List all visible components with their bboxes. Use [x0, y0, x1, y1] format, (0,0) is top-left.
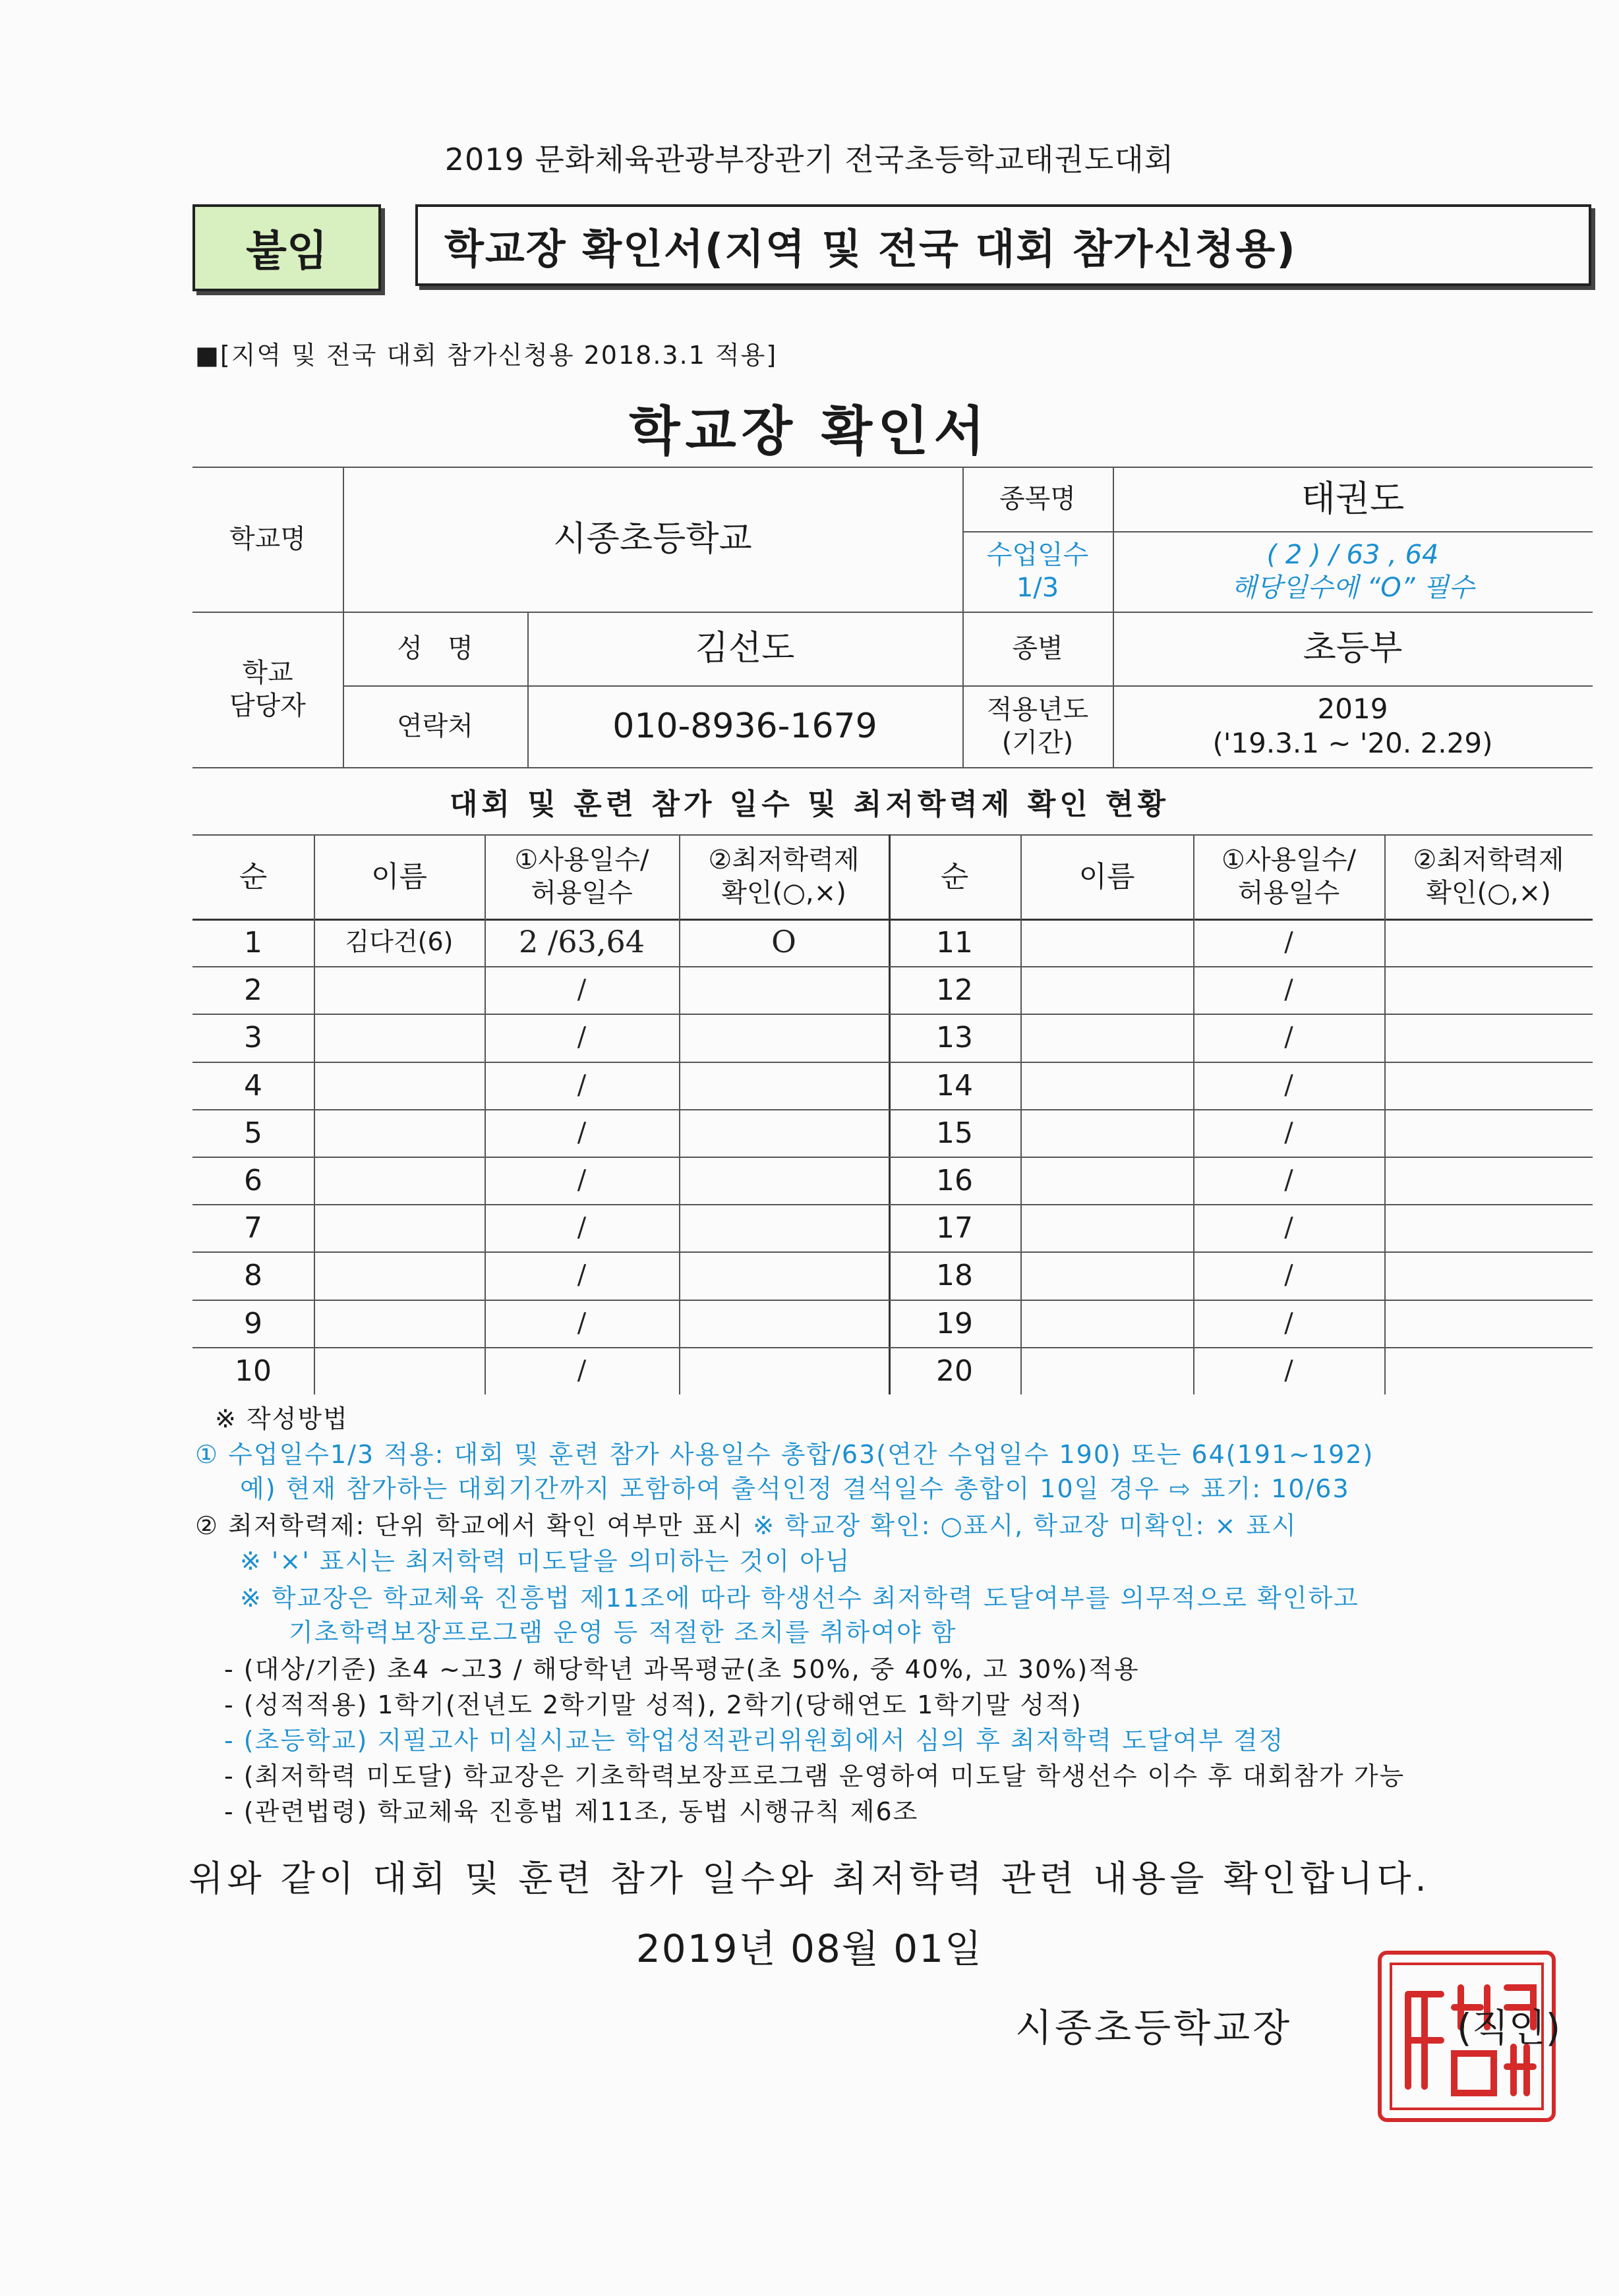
table-cell-min: O — [771, 924, 796, 960]
header-min-right-line2: 확인(○,×) — [1426, 878, 1551, 908]
table-cell-name — [1020, 1109, 1193, 1157]
instruction-2a-text: ② 최저학력제: 단위 학교에서 확인 여부만 표시 — [195, 1511, 744, 1540]
instruction-2b: ※ '×' 표시는 최저학력 미도달을 의미하는 것이 아님 — [240, 1547, 851, 1576]
table-cell-name — [314, 1347, 485, 1394]
table-cell-days: / — [577, 975, 587, 1005]
year-label-line2: (기간) — [1001, 728, 1074, 758]
contact-label: 연락처 — [397, 711, 473, 741]
table-cell-days: / — [1284, 1118, 1293, 1148]
table-cell-days: / — [577, 1070, 587, 1101]
table-cell-name — [1020, 1062, 1193, 1109]
table-cell-name — [1020, 1157, 1193, 1204]
header-min-right-line1: ②최저학력제 — [1413, 845, 1564, 875]
table-cell-days: / — [577, 1308, 587, 1338]
table-cell-name — [1020, 1300, 1193, 1347]
table-cell-no: 5 — [244, 1116, 262, 1150]
table-cell-min — [679, 1062, 889, 1109]
table-cell-no: 4 — [244, 1068, 262, 1103]
table-cell-days: / — [1284, 1213, 1293, 1243]
year-label-line1: 적용년도 — [986, 695, 1089, 725]
table-cell-min — [1384, 1204, 1593, 1251]
principal-name: 시종초등학교장 — [1015, 2005, 1293, 2050]
header-min-left-line1: ②최저학력제 — [708, 845, 860, 875]
days-value-line1: ( 2 ) / 63 , 64 — [1266, 540, 1439, 570]
table-cell-no: 18 — [936, 1258, 973, 1292]
table-cell-name — [1020, 919, 1193, 966]
manager-label-line1: 학교 — [242, 658, 293, 688]
table-cell-min — [1384, 1014, 1593, 1061]
table-cell-no: 15 — [936, 1116, 973, 1150]
table-cell-no: 17 — [936, 1211, 973, 1245]
header-min-left-line2: 확인(○,×) — [721, 878, 846, 908]
table-cell-no: 8 — [244, 1258, 262, 1292]
table-cell-min — [1384, 1109, 1593, 1157]
table-cell-min — [1384, 919, 1593, 966]
seal-note: (직인) — [1457, 2005, 1561, 2050]
table-cell-name — [314, 1204, 485, 1251]
table-cell-days: / — [577, 1260, 587, 1290]
document-date: 2019년 08월 01일 — [635, 1926, 984, 1971]
confirmation-statement: 위와 같이 대회 및 훈련 참가 일수와 최저학력 관련 내용을 확인합니다. — [189, 1858, 1430, 1899]
table-cell-no: 6 — [244, 1163, 262, 1197]
division-label: 종별 — [1012, 633, 1063, 664]
section-title: 대회 및 훈련 참가 일수 및 최저학력제 확인 현황 — [449, 788, 1170, 821]
main-title: 학교장 확인서 — [629, 401, 990, 462]
table-cell-no: 1 — [244, 925, 262, 960]
event-title: 2019 문화체육관광부장관기 전국초등학교태권도대회 — [444, 142, 1175, 177]
manager-label — [192, 612, 343, 767]
days-value-line2: 해당일수에 “O” 필수 — [1231, 573, 1475, 603]
header-days-left-line2: 허용일수 — [531, 878, 633, 908]
header-min-left — [679, 834, 889, 919]
table-cell-days: / — [577, 1022, 587, 1052]
table-cell-days: / — [1284, 1260, 1293, 1290]
year-value-line1: 2019 — [1317, 692, 1388, 725]
table-cell-no: 13 — [936, 1020, 973, 1054]
table-cell-min — [679, 1109, 889, 1157]
table-cell-min — [1384, 1251, 1593, 1299]
year-value — [1113, 685, 1593, 767]
table-cell-min — [679, 1204, 889, 1251]
table-cell-min — [679, 1300, 889, 1347]
table-cell-days: / — [577, 1118, 587, 1148]
table-cell-no: 19 — [936, 1306, 973, 1340]
table-cell-no: 20 — [936, 1354, 973, 1388]
detail-2: - (성적적용) 1학기(전년도 2학기말 성적), 2학기(당해연도 1학기말 성적) — [224, 1690, 1082, 1719]
contact-value: 010-8936-1679 — [612, 706, 877, 746]
instruction-2a — [195, 1505, 1297, 1541]
table-cell-days: / — [577, 1165, 587, 1195]
table-cell-name — [314, 1251, 485, 1299]
table-cell-no: 12 — [936, 973, 973, 1007]
days-label-line2: 1/3 — [1016, 573, 1059, 603]
days-label-line1: 수업일수 — [986, 540, 1089, 570]
division-value: 초등부 — [1303, 628, 1403, 668]
table-cell-min — [1384, 1347, 1593, 1394]
header-days-left — [485, 834, 679, 919]
document-heading: 학교장 확인서(지역 및 전국 대회 참가신청용) — [415, 204, 1591, 286]
table-cell-min — [679, 1251, 889, 1299]
header-days-right — [1193, 834, 1384, 919]
detail-4: - (최저학력 미도달) 학교장은 기초학력보장프로그램 운영하여 미도달 학생선수 이수 후 대회참가 가능 — [224, 1762, 1405, 1791]
instruction-2c: ※ 학교장은 학교체육 진흥법 제11조에 따라 학생선수 최저학력 도달여부를 의무적으로 확인하고 — [240, 1584, 1359, 1613]
header-name-left: 이름 — [370, 859, 427, 894]
detail-3: - (초등학교) 지필고사 미실시교는 학업성적관리위원회에서 심의 후 최저학력 도달여부 결정 — [224, 1726, 1285, 1755]
detail-1: - (대상/기준) 초4 ~고3 / 해당학년 과목평균(초 50%, 중 40%, 고 30%)적용 — [224, 1655, 1140, 1684]
table-cell-name — [314, 966, 485, 1014]
school-label: 학교명 — [229, 524, 306, 554]
name-label: 성 명 — [397, 633, 473, 664]
table-cell-days: / — [1284, 1070, 1293, 1101]
table-cell-min — [679, 966, 889, 1014]
table-cell-name — [314, 1157, 485, 1204]
table-cell-no: 2 — [244, 973, 262, 1007]
header-no-right: 순 — [940, 859, 969, 894]
table-cell-no: 7 — [244, 1211, 262, 1245]
table-cell-days: / — [1284, 927, 1293, 958]
year-value-line2: ('19.3.1 ~ '20. 2.29) — [1212, 727, 1493, 759]
table-cell-name — [1020, 1014, 1193, 1061]
table-cell-days: / — [1284, 1165, 1293, 1195]
instruction-1b: 예) 현재 참가하는 대회기간까지 포함하여 출석인정 결석일수 총합이 10일 경우 ⇨ 표기: 10/63 — [240, 1474, 1350, 1503]
days-value — [1113, 531, 1593, 612]
table-cell-days: / — [1284, 1022, 1293, 1052]
table-cell-min — [1384, 966, 1593, 1014]
year-label — [962, 685, 1113, 767]
table-cell-min — [1384, 1157, 1593, 1204]
instructions-title: ※ 작성방법 — [215, 1404, 349, 1433]
table-cell-no: 14 — [936, 1068, 973, 1103]
table-cell-days: / — [1284, 975, 1293, 1005]
table-cell-min — [679, 1347, 889, 1394]
detail-5: - (관련법령) 학교체육 진흥법 제11조, 동법 시행규칙 제6조 — [224, 1797, 919, 1826]
table-cell-no: 16 — [936, 1163, 973, 1197]
table-cell-no: 10 — [235, 1354, 272, 1388]
name-value: 김선도 — [695, 628, 795, 668]
sport-label: 종목명 — [999, 484, 1076, 514]
table-cell-no: 9 — [244, 1306, 262, 1340]
table-cell-min — [679, 1157, 889, 1204]
table-cell-days: / — [1284, 1308, 1293, 1338]
table-cell-name — [1020, 1251, 1193, 1299]
days-label — [962, 531, 1113, 612]
table-cell-days: / — [577, 1356, 587, 1386]
table-cell-no: 3 — [244, 1020, 262, 1054]
header-name-right: 이름 — [1078, 859, 1135, 894]
header-days-right-line2: 허용일수 — [1237, 878, 1340, 908]
table-cell-name — [1020, 1347, 1193, 1394]
table-cell-days: / — [1284, 1356, 1293, 1386]
table-cell-name — [314, 1300, 485, 1347]
instruction-1a: ① 수업일수1/3 적용: 대회 및 훈련 참가 사용일수 총합/63(연간 수업일수 190) 또는 64(191~192) — [195, 1440, 1374, 1469]
table-cell-name — [1020, 966, 1193, 1014]
table-cell-no: 11 — [936, 925, 973, 960]
table-cell-min — [1384, 1300, 1593, 1347]
table-cell-days: 2 /63,64 — [518, 924, 645, 960]
school-value: 시종초등학교 — [553, 519, 752, 559]
header-days-right-line1: ①사용일수/ — [1222, 845, 1356, 875]
table-cell-name: 김다건(6) — [345, 927, 454, 957]
attachment-badge: 붙임 — [192, 204, 381, 291]
table-cell-min — [1384, 1062, 1593, 1109]
sport-value: 태권도 — [1301, 478, 1405, 520]
table-cell-name — [1020, 1204, 1193, 1251]
header-no-left: 순 — [239, 859, 268, 894]
table-cell-name — [314, 1014, 485, 1061]
table-cell-days: / — [577, 1213, 587, 1243]
table-cell-name — [314, 1062, 485, 1109]
instruction-2d: 기초학력보장프로그램 운영 등 적절한 조치를 취하여야 함 — [289, 1618, 957, 1647]
manager-label-line2: 담당자 — [229, 691, 306, 721]
header-min-right — [1384, 834, 1593, 919]
instruction-2a-highlight: ※ 학교장 확인: ○표시, 학교장 미확인: × 표시 — [753, 1511, 1297, 1540]
table-cell-min — [679, 1014, 889, 1061]
header-days-left-line1: ①사용일수/ — [514, 845, 649, 875]
table-cell-name — [314, 1109, 485, 1157]
applicability-note: ■[지역 및 전국 대회 참가신청용 2018.3.1 적용] — [195, 341, 778, 370]
